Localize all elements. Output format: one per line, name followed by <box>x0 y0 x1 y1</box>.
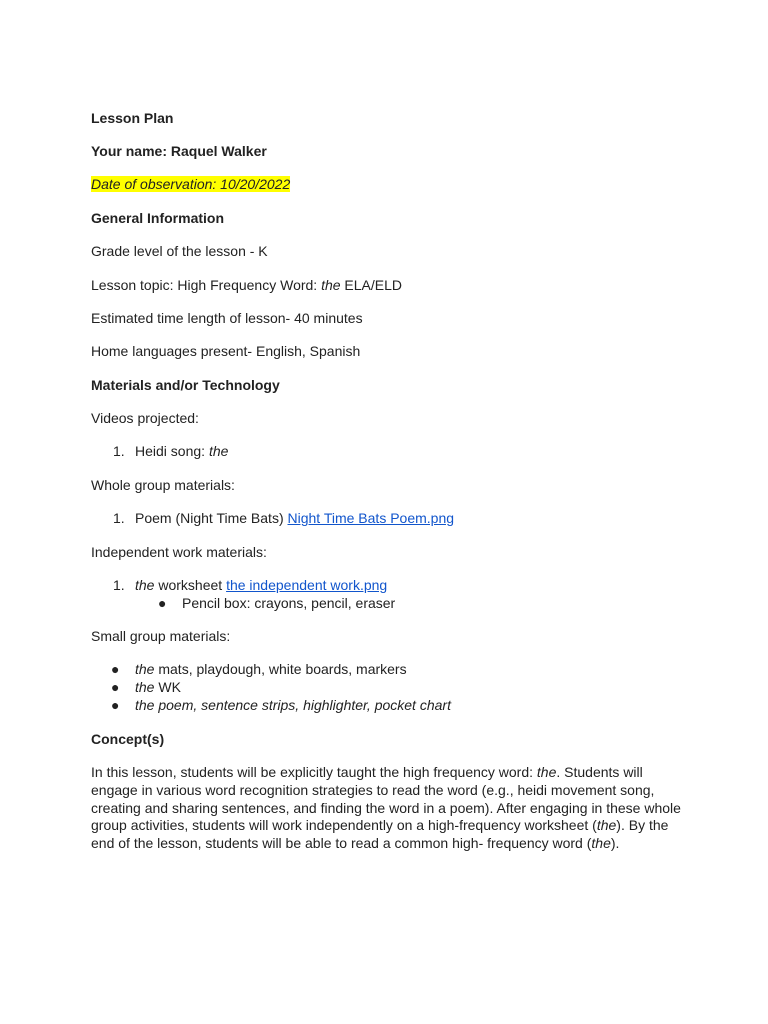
bullet-marker: ● <box>111 679 120 695</box>
concept-word-3: the <box>591 835 611 852</box>
concept-word-1: the <box>536 764 557 780</box>
small-group-item-1 <box>111 661 407 678</box>
bullet-text: the poem, sentence strips, highlighter, pocket chart <box>135 697 451 713</box>
independent-work-link[interactable]: the independent work.png <box>226 577 388 593</box>
topic-prefix: Lesson topic: High Frequency Word: <box>91 277 322 293</box>
list-number: 1. <box>113 443 125 459</box>
bullet-text: WK <box>154 679 181 695</box>
list-text: Heidi song: <box>135 443 209 459</box>
concept-heading: Concept(s) <box>91 731 165 747</box>
concept-paragraph <box>91 764 681 853</box>
list-word: the <box>135 577 155 593</box>
topic-word: the <box>321 277 341 293</box>
doc-title: Lesson Plan <box>91 110 174 126</box>
list-text: worksheet <box>154 577 227 593</box>
bullet-word: the <box>135 679 155 695</box>
author-name: Your name: Raquel Walker <box>91 143 267 159</box>
pencil-box-bullet <box>158 595 395 612</box>
concept-word-2: the <box>596 817 617 834</box>
time-length: Estimated time length of lesson- 40 minutes <box>91 310 363 326</box>
whole-group-label: Whole group materials: <box>91 477 235 493</box>
bullet-text: Pencil box: crayons, pencil, eraser <box>182 595 396 611</box>
topic-suffix: ELA/ELD <box>340 277 403 293</box>
lesson-topic <box>91 277 402 294</box>
list-text: Poem (Night Time Bats) <box>135 510 288 526</box>
independent-label: Independent work materials: <box>91 544 267 560</box>
independent-list-item <box>113 577 387 594</box>
materials-heading: Materials and/or Technology <box>91 377 280 393</box>
observation-date <box>91 176 290 193</box>
bullet-word: the <box>135 661 155 677</box>
bullet-marker: ● <box>111 697 120 713</box>
bullet-text: mats, playdough, white boards, markers <box>154 661 407 677</box>
videos-list-item <box>113 443 228 460</box>
videos-label: Videos projected: <box>91 410 199 426</box>
list-word: the <box>208 443 229 459</box>
bullet-marker: ● <box>158 595 167 611</box>
concept-text-3: ). By the end of the lesson, students will be able to read a common high- frequency word ( <box>91 817 669 852</box>
bullet-marker: ● <box>111 661 120 677</box>
list-number: 1. <box>113 577 125 593</box>
list-number: 1. <box>113 510 125 526</box>
concept-text-1: In this lesson, students will be explicitly taught the high frequency word: <box>91 764 537 780</box>
whole-group-list-item <box>113 510 454 527</box>
concept-text-4: ). <box>610 835 620 852</box>
general-info-heading: General Information <box>91 210 225 226</box>
highlighted-date: Date of observation: 10/20/2022 <box>91 176 291 192</box>
grade-level: Grade level of the lesson - K <box>91 243 268 259</box>
home-languages: Home languages present- English, Spanish <box>91 343 361 359</box>
concept-text-2: . Students will engage in various word recognition strategies to read the word (e.g., heidi movement song, creating and sharing sentences, and finding the word in a poem). After engaging in these whole group activities, students will work independently on a high-frequency worksheet ( <box>91 764 681 834</box>
night-time-bats-link[interactable]: Night Time Bats Poem.png <box>287 510 455 526</box>
small-group-label: Small group materials: <box>91 628 231 644</box>
small-group-item-3 <box>111 697 451 714</box>
small-group-item-2 <box>111 679 181 696</box>
